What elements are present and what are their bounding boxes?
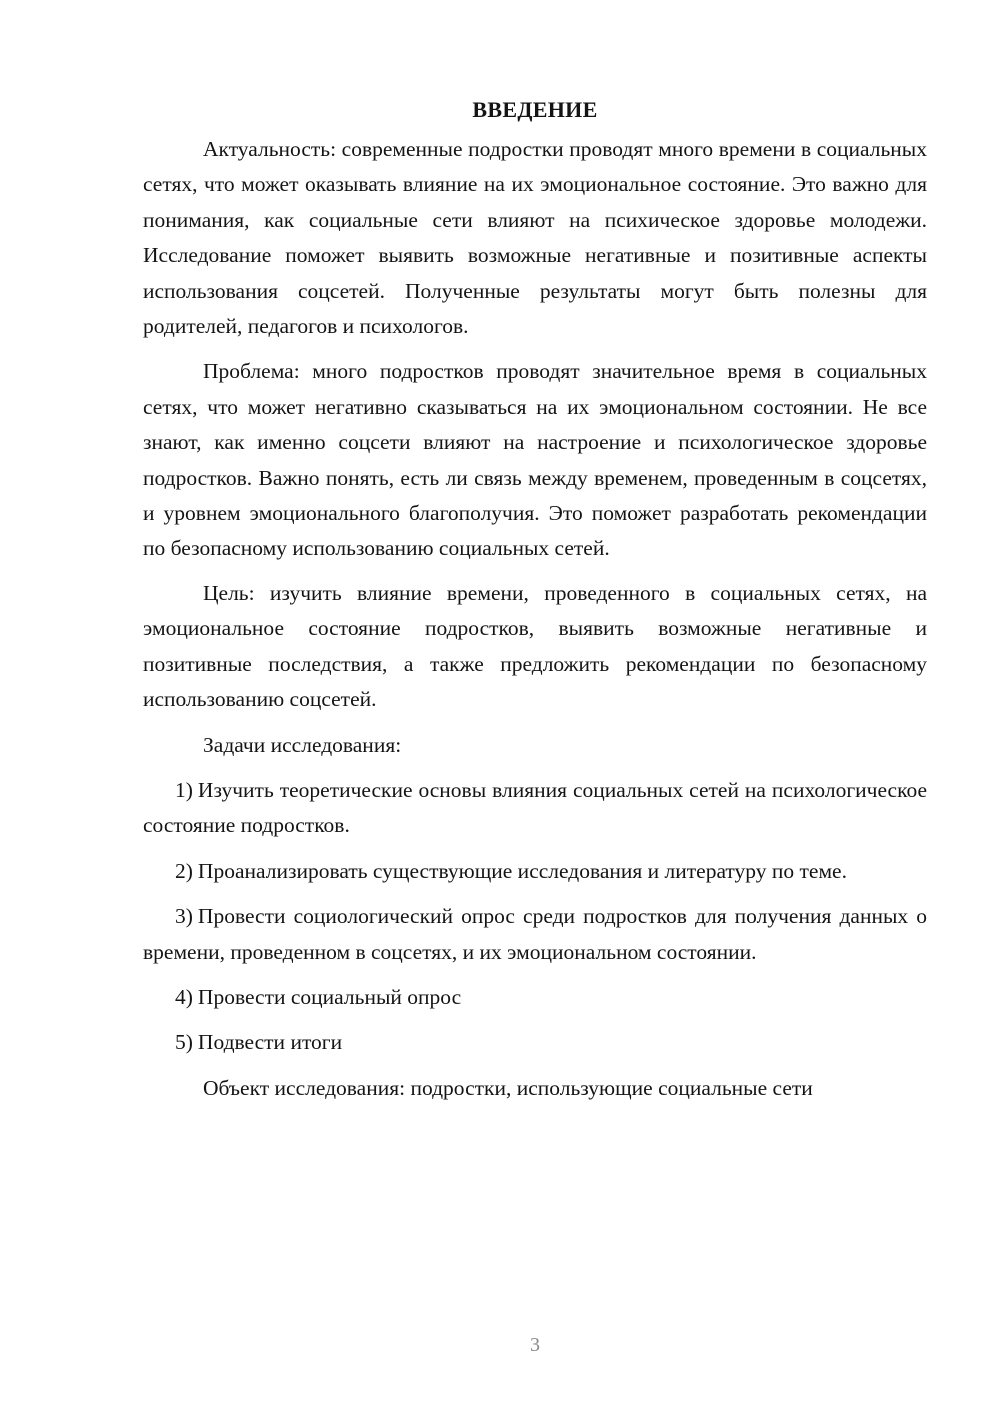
task-number: 2) <box>175 858 193 883</box>
task-text: Подвести итоги <box>197 1030 343 1055</box>
relevance-paragraph: Актуальность: современные подростки проводят много времени в социальных сетях, что может оказывать влияние на их эмоциональное состояние. Это важно для понимания, как социальные сети влияют на психическое здоровье молодежи. Исследование поможет выявить возможные негативные и позитивные аспекты использования соцсетей. Полученные результаты могут быть полезны для родителей, педагогов и психологов. <box>143 137 927 339</box>
task-number: 3) <box>175 904 193 929</box>
task-number: 1) <box>175 777 193 802</box>
task-text: Проанализировать существующие исследования и литературу по теме. <box>197 858 847 883</box>
task-item-2 <box>143 854 927 889</box>
research-object-paragraph: Объект исследования: подростки, использующие социальные сети <box>203 1075 813 1100</box>
tasks-heading: Задачи исследования: <box>203 732 402 757</box>
task-item-3 <box>143 899 927 970</box>
page-number: 3 <box>530 1334 540 1356</box>
problem-paragraph: Проблема: много подростков проводят значительное время в социальных сетях, что может негативно сказываться на их эмоциональном состоянии. Не все знают, как именно соцсети влияют на настроение и психологическое здоровье подростков. Важно понять, есть ли связь между временем, проведенным в соцсетях, и уровнем эмоционального благополучия. Это поможет разработать рекомендации по безопасному использованию социальных сетей. <box>143 359 927 561</box>
page-title: ВВЕДЕНИЕ <box>472 97 598 122</box>
task-number: 4) <box>175 984 193 1009</box>
task-item-4 <box>143 980 927 1015</box>
task-item-5 <box>143 1025 927 1060</box>
task-item-1 <box>143 773 927 844</box>
task-number: 5) <box>175 1030 193 1055</box>
task-text: Изучить теоретические основы влияния социальных сетей на психологическое состояние подростков. <box>143 777 927 838</box>
goal-paragraph: Цель: изучить влияние времени, проведенного в социальных сетях, на эмоциональное состояние подростков, выявить возможные негативные и позитивные последствия, а также предложить рекомендации по безопасному использованию соцсетей. <box>143 580 927 712</box>
task-text: Провести социологический опрос среди подростков для получения данных о времени, проведенном в соцсетях, и их эмоциональном состоянии. <box>143 904 927 964</box>
task-text: Провести социальный опрос <box>197 984 462 1009</box>
page-content <box>143 94 927 1106</box>
